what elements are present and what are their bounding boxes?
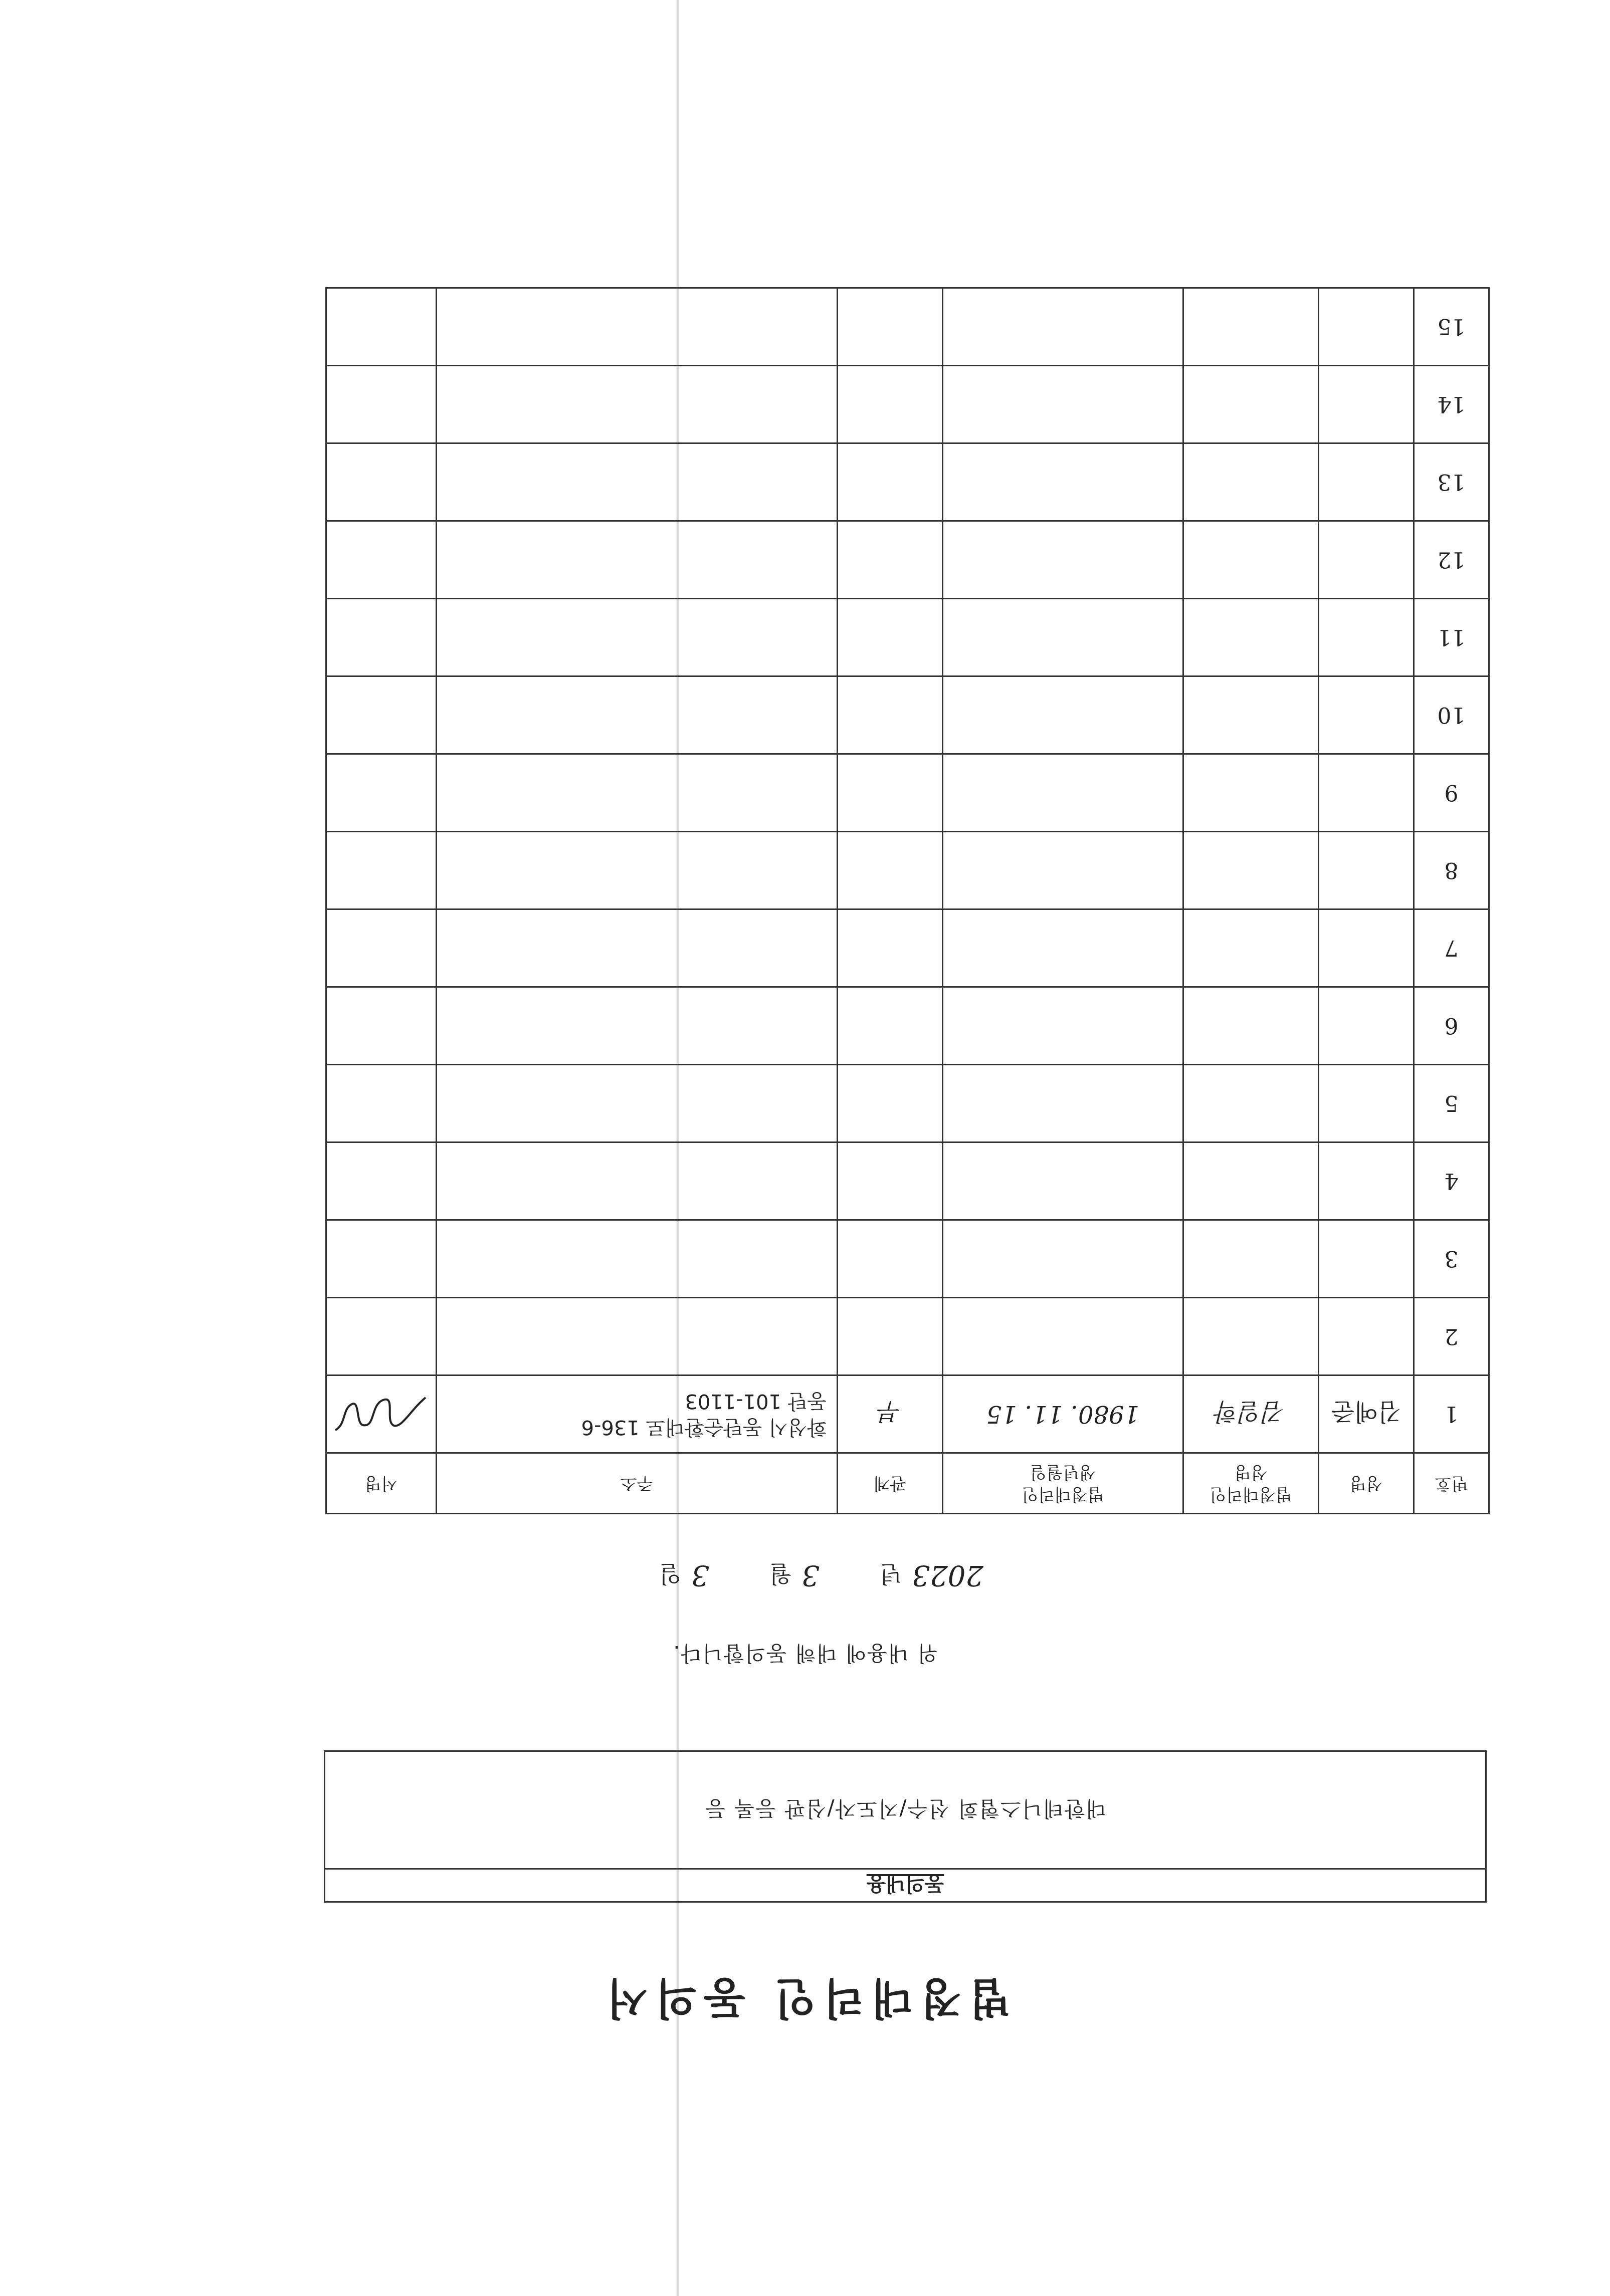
- cell-signature: [326, 366, 437, 443]
- cell-signature: [326, 288, 437, 366]
- cell-guardian-name: [1183, 599, 1319, 676]
- cell-address: [437, 754, 838, 832]
- cell-guardian-name: [1183, 676, 1319, 754]
- header-address: 주소: [437, 1453, 838, 1514]
- cell-guardian-name: [1183, 754, 1319, 832]
- cell-number: 1: [1414, 1375, 1489, 1453]
- cell-address: [437, 599, 838, 676]
- cell-guardian-name: [1183, 521, 1319, 599]
- cell-guardian-birth: [943, 366, 1183, 443]
- cell-guardian-birth: [943, 1065, 1183, 1142]
- cell-guardian-birth: 1980. 11. 15: [943, 1375, 1183, 1453]
- cell-name: [1319, 676, 1414, 754]
- table-row: [326, 987, 1489, 1065]
- date-day: 3: [691, 1559, 709, 1591]
- header-number: 번호: [1414, 1453, 1489, 1514]
- table-row: [326, 521, 1489, 599]
- cell-relation: [838, 1220, 943, 1298]
- cell-signature: [326, 1298, 437, 1375]
- signing-date: [532, 1559, 983, 1592]
- table-row: [326, 366, 1489, 443]
- cell-name: [1319, 1142, 1414, 1220]
- cell-number: 13: [1414, 443, 1489, 521]
- cell-number: 4: [1414, 1142, 1489, 1220]
- cell-guardian-name: [1183, 443, 1319, 521]
- cell-name: [1319, 366, 1414, 443]
- cell-number: 3: [1414, 1220, 1489, 1298]
- cell-guardian-name: [1183, 987, 1319, 1065]
- date-year-unit: 년: [880, 1560, 902, 1587]
- table-row: [326, 909, 1489, 987]
- cell-address: [437, 1220, 838, 1298]
- cell-guardian-birth: [943, 1142, 1183, 1220]
- cell-number: 11: [1414, 599, 1489, 676]
- table-row: [326, 1142, 1489, 1220]
- table-row: [326, 1220, 1489, 1298]
- header-relation: 관계: [838, 1453, 943, 1514]
- cell-relation: [838, 1298, 943, 1375]
- cell-signature: [326, 909, 437, 987]
- cell-name: [1319, 1298, 1414, 1375]
- table-row: [326, 1298, 1489, 1375]
- cell-signature: [326, 521, 437, 599]
- cell-guardian-birth: [943, 443, 1183, 521]
- cell-name: [1319, 1220, 1414, 1298]
- cell-number: 12: [1414, 521, 1489, 599]
- cell-number: 10: [1414, 676, 1489, 754]
- table-row: [326, 288, 1489, 366]
- cell-guardian-birth: [943, 1220, 1183, 1298]
- header-signature: 서명: [326, 1453, 437, 1514]
- cell-relation: [838, 909, 943, 987]
- cell-signature: [326, 754, 437, 832]
- cell-guardian-name: [1183, 1065, 1319, 1142]
- cell-address: [437, 987, 838, 1065]
- cell-address: [437, 288, 838, 366]
- cell-guardian-name: [1183, 1142, 1319, 1220]
- cell-name: 김예준: [1319, 1375, 1414, 1453]
- cell-guardian-name: [1183, 1298, 1319, 1375]
- cell-name: [1319, 754, 1414, 832]
- date-month-unit: 월: [769, 1560, 792, 1587]
- cell-name: [1319, 288, 1414, 366]
- cell-guardian-birth: [943, 1298, 1183, 1375]
- cell-signature: [326, 676, 437, 754]
- cell-address: [437, 366, 838, 443]
- cell-number: 5: [1414, 1065, 1489, 1142]
- cell-signature: [326, 599, 437, 676]
- handwritten-signature: [330, 1385, 431, 1445]
- table-body: [326, 288, 1489, 1453]
- cell-name: [1319, 1065, 1414, 1142]
- date-day-unit: 일: [659, 1560, 682, 1587]
- cell-relation: [838, 832, 943, 909]
- cell-guardian-birth: [943, 521, 1183, 599]
- cell-address: [437, 909, 838, 987]
- cell-address: [437, 1142, 838, 1220]
- cell-guardian-birth: [943, 599, 1183, 676]
- header-guardian-birth: 법정대리인 생년월일: [943, 1453, 1183, 1514]
- cell-address: [437, 443, 838, 521]
- table-header-row: [326, 1453, 1489, 1514]
- cell-number: 9: [1414, 754, 1489, 832]
- cell-signature: [326, 1220, 437, 1298]
- cell-name: [1319, 987, 1414, 1065]
- cell-guardian-name: 김일학: [1183, 1375, 1319, 1453]
- cell-number: 6: [1414, 987, 1489, 1065]
- table-row: [326, 832, 1489, 909]
- cell-signature: [326, 1065, 437, 1142]
- guardian-signer-table: [325, 287, 1490, 1514]
- cell-relation: [838, 987, 943, 1065]
- cell-address: [437, 832, 838, 909]
- cell-number: 7: [1414, 909, 1489, 987]
- cell-signature: [326, 987, 437, 1065]
- cell-guardian-birth: [943, 987, 1183, 1065]
- cell-address: [437, 521, 838, 599]
- table-row: [326, 754, 1489, 832]
- table-row: [326, 1375, 1489, 1453]
- cell-relation: [838, 443, 943, 521]
- cell-relation: [838, 599, 943, 676]
- cell-number: 14: [1414, 366, 1489, 443]
- cell-name: [1319, 832, 1414, 909]
- cell-relation: [838, 521, 943, 599]
- cell-guardian-name: [1183, 288, 1319, 366]
- header-guardian-name: 법정대리인 성명: [1183, 1453, 1319, 1514]
- table-row: [326, 599, 1489, 676]
- cell-address: [437, 676, 838, 754]
- cell-guardian-name: [1183, 832, 1319, 909]
- cell-name: [1319, 909, 1414, 987]
- cell-guardian-birth: [943, 754, 1183, 832]
- cell-guardian-name: [1183, 366, 1319, 443]
- cell-relation: [838, 1142, 943, 1220]
- consent-statement: 위 내용에 대해 동의합니다.: [672, 1641, 938, 1666]
- document-title: 법정대리인 동의서: [599, 1973, 1011, 2023]
- table-row: [326, 443, 1489, 521]
- cell-relation: [838, 366, 943, 443]
- cell-guardian-birth: [943, 909, 1183, 987]
- date-month: 3: [801, 1559, 820, 1591]
- cell-guardian-name: [1183, 1220, 1319, 1298]
- cell-address: [437, 1298, 838, 1375]
- cell-name: [1319, 521, 1414, 599]
- cell-guardian-name: [1183, 909, 1319, 987]
- cell-signature: [326, 832, 437, 909]
- cell-name: [1319, 443, 1414, 521]
- cell-signature: [326, 1142, 437, 1220]
- cell-address: [437, 1065, 838, 1142]
- cell-guardian-birth: [943, 288, 1183, 366]
- cell-address: 화성시 동탄순환대로 136-6 동탄 101-1103: [437, 1375, 838, 1453]
- consent-content-box: [324, 1750, 1487, 1903]
- cell-number: 2: [1414, 1298, 1489, 1375]
- cell-relation: [838, 754, 943, 832]
- cell-signature: [326, 443, 437, 521]
- cell-relation: 부: [838, 1375, 943, 1453]
- cell-number: 8: [1414, 832, 1489, 909]
- date-year: 2023: [912, 1559, 983, 1591]
- cell-guardian-birth: [943, 676, 1183, 754]
- cell-guardian-birth: [943, 832, 1183, 909]
- cell-signature: [326, 1375, 437, 1453]
- consent-content-text: 대한테니스협회 선수/지도자/심판 등록 등: [704, 1796, 1107, 1821]
- cell-relation: [838, 288, 943, 366]
- header-name: 성명: [1319, 1453, 1414, 1514]
- consent-content-header: 동의내용: [325, 1868, 1485, 1901]
- table-row: [326, 676, 1489, 754]
- table-row: [326, 1065, 1489, 1142]
- cell-relation: [838, 676, 943, 754]
- cell-relation: [838, 1065, 943, 1142]
- cell-number: 15: [1414, 288, 1489, 366]
- cell-name: [1319, 599, 1414, 676]
